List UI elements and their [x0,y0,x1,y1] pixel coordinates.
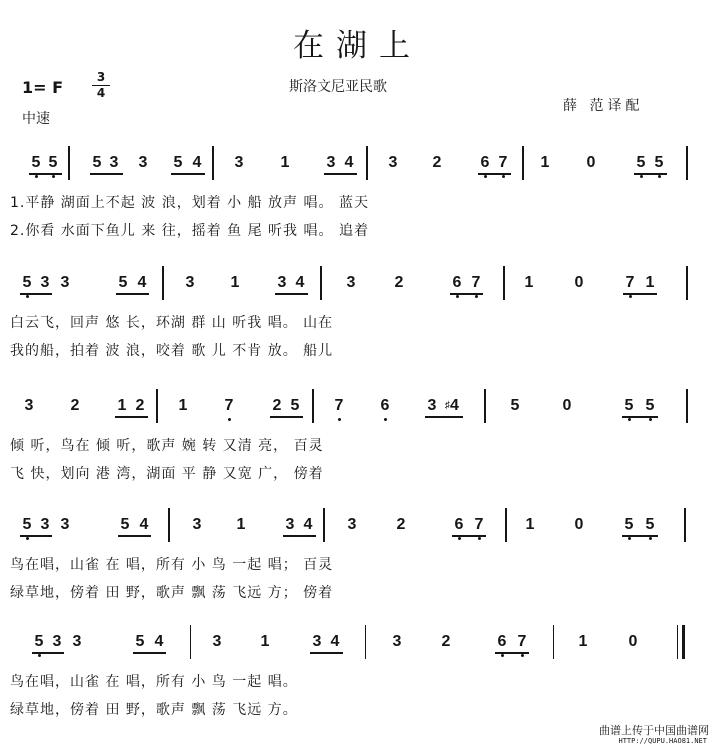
beam-underline [622,535,658,537]
note: 5 [634,154,648,172]
note: 1 [578,633,588,650]
bar-line [323,508,325,542]
bar-line [162,266,164,300]
lyrics-verse-2: 绿草地，傍着 田 野，歌声 飘 荡 飞远 方。 [10,702,298,718]
note: 5 [622,516,636,534]
note: 2 [396,516,406,533]
beam-underline [478,173,511,175]
note: 5 [20,274,34,292]
bar-line [686,266,688,300]
watermark-site: 曲谱上传于中国曲谱网 [599,724,709,737]
note: 7 [332,397,346,415]
notation-row [0,146,715,180]
arranger: 薛 范译配 [563,98,644,114]
bar-line [505,508,507,542]
note: 5 [29,154,43,172]
note: 5 [643,397,657,415]
note: 6 [452,516,466,534]
bar-line [522,146,524,180]
note: 5 [173,154,183,171]
note: 1 [230,274,240,291]
beam-underline [495,652,529,654]
beam-underline [29,173,62,175]
note: 4 [344,154,354,171]
lyrics-verse-1: 鸟在唱，山雀 在 唱，所有 小 鸟 一起 唱； 百灵 [10,557,334,573]
note: 3 [346,274,356,291]
beam-underline [283,535,316,537]
notation-row [0,266,715,300]
note: 3 [234,154,244,171]
bar-line [503,266,505,300]
note: 4 [137,274,147,291]
final-bar-line-thick [682,625,685,659]
note: 1 [260,633,270,650]
note-sharp: ♯4 [445,397,459,414]
note: 3 [392,633,402,650]
note: 4 [139,516,149,533]
lyrics-verse-2: 飞 快，划向 港 湾，湖面 平 静 又宽 广， 傍着 [10,466,324,482]
bar-line [484,389,486,423]
note: 3 [72,633,82,650]
lyrics-verse-1: 1.平静 湖面上不起 波 浪，划着 小 船 放声 唱。 蓝天 [10,195,369,211]
beam-underline [32,652,64,654]
bar-line [190,625,191,659]
note: 2 [394,274,404,291]
note: 5 [643,516,657,534]
note: 5 [32,633,46,651]
bar-line [684,508,686,542]
note: 3 [60,516,70,533]
lyrics-verse-2: 我的船，拍着 波 浪，咬着 歌 儿 不肯 放。 船儿 [10,343,334,359]
note: 5 [20,516,34,534]
final-bar-line-thin [677,625,678,659]
bar-line [686,389,688,423]
note: 0 [574,274,584,291]
note: 3 [138,154,148,171]
key-signature: 1= F [22,78,64,97]
note: 3 [212,633,222,650]
note: 1 [117,397,127,414]
note: 7 [472,516,486,534]
beam-underline [20,535,52,537]
bar-line [686,146,688,180]
note: 6 [450,274,464,292]
note: 4 [295,274,305,291]
note: 4 [192,154,202,171]
beam-underline [324,173,357,175]
bar-line [212,146,214,180]
note: 2 [441,633,451,650]
beam-underline [270,416,303,418]
note: 3 [192,516,202,533]
beam-underline [450,293,483,295]
beam-underline [20,293,52,295]
page-title: 在湖上 [293,28,422,64]
notation-row [0,625,715,659]
note: 5 [120,516,130,533]
note: 2 [432,154,442,171]
bar-line [320,266,322,300]
note: 6 [378,397,392,415]
note: 7 [222,397,236,415]
lyrics-verse-1: 鸟在唱，山雀 在 唱，所有 小 鸟 一起 唱。 [10,674,298,690]
beam-underline [425,416,463,418]
note: 3 [40,516,50,533]
note: 3 [277,274,287,291]
note: 1 [178,397,188,414]
note: 5 [510,397,520,414]
note: 1 [236,516,246,533]
bar-line [68,146,70,180]
note: 7 [469,274,483,292]
note: 0 [562,397,572,414]
beam-underline [116,293,149,295]
note: 1 [540,154,550,171]
note: 4 [303,516,313,533]
note: 3 [40,274,50,291]
note: 1 [524,274,534,291]
note: 2 [272,397,282,414]
note: 0 [586,154,596,171]
note: 7 [623,274,637,292]
bar-line [365,625,366,659]
sharp-icon: ♯ [445,400,451,411]
note: 3 [285,516,295,533]
note: 2 [70,397,80,414]
notation-row [0,508,715,542]
beam-underline [133,652,166,654]
note: 4 [330,633,340,650]
notation-row [0,389,715,423]
beam-underline [171,173,205,175]
note: 3 [347,516,357,533]
lyrics-verse-1: 倾 听，鸟在 倾 听，歌声 婉 转 又清 亮， 百灵 [10,438,324,454]
note: 1 [525,516,535,533]
note: 2 [135,397,145,414]
bar-line [168,508,170,542]
note: 5 [118,274,128,291]
note: 3 [24,397,34,414]
lyrics-verse-2: 绿草地，傍着 田 野，歌声 飘 荡 飞远 方； 傍着 [10,585,334,601]
note: 3 [388,154,398,171]
note: 5 [92,154,102,171]
note: 3 [326,154,336,171]
time-signature-top: 3 [92,70,110,86]
lyrics-verse-2: 2.你看 水面下鱼儿 来 往，摇着 鱼 尾 听我 唱。 追着 [10,223,369,239]
bar-line [553,625,554,659]
note: 3 [52,633,62,650]
note: 6 [478,154,492,172]
beam-underline [90,173,123,175]
time-signature-bottom: 4 [96,86,106,100]
beam-underline [452,535,486,537]
beam-underline [118,535,151,537]
note: 3 [427,397,437,414]
lyrics-verse-1: 白云飞，回声 悠 长，环湖 群 山 听我 唱。 山在 [10,315,334,331]
bar-line [312,389,314,423]
tempo-marking: 中速 [22,111,50,127]
beam-underline [310,652,343,654]
bar-line [156,389,158,423]
beam-underline [115,416,148,418]
time-signature [92,70,110,101]
note: 0 [574,516,584,533]
beam-underline [623,293,657,295]
note: 5 [135,633,145,650]
beam-underline [275,293,308,295]
note: 7 [515,633,529,651]
note: 5 [46,154,60,172]
note: 5 [652,154,666,172]
note: 5 [290,397,300,414]
bar-line [366,146,368,180]
note: 3 [312,633,322,650]
note: 5 [622,397,636,415]
note: 3 [109,154,119,171]
note: 1 [645,274,655,291]
note: 0 [628,633,638,650]
note: 3 [60,274,70,291]
note: 1 [280,154,290,171]
note: 4 [154,633,164,650]
watermark-url: HTTP://QUPU.HAO81.NET [618,737,707,745]
beam-underline [622,416,658,418]
subtitle: 斯洛文尼亚民歌 [289,79,387,95]
note: 6 [495,633,509,651]
note: 7 [496,154,510,172]
note: 3 [185,274,195,291]
beam-underline [634,173,667,175]
